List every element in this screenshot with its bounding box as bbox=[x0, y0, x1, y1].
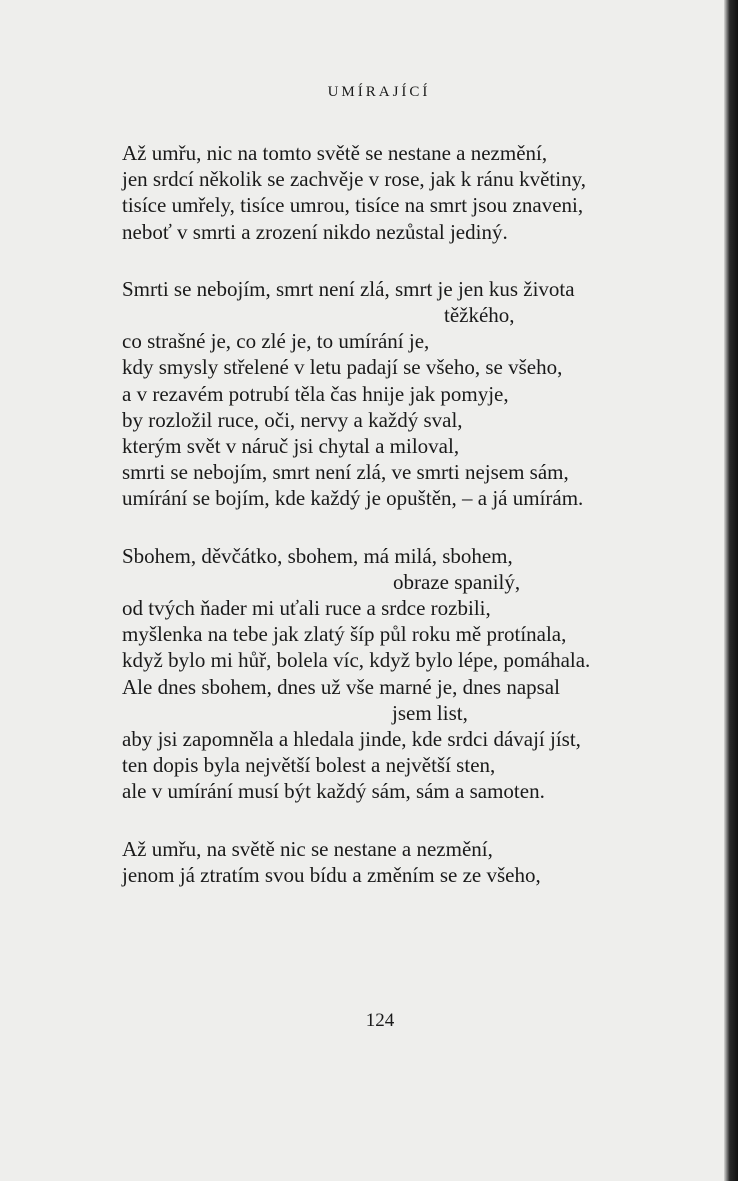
poem-line: a v rezavém potrubí těla čas hnije jak pomyje, bbox=[122, 381, 509, 406]
poem-line: aby jsi zapomněla a hledala jinde, kde srdci dávají jíst, bbox=[122, 727, 581, 752]
poem-line-continuation: těžkého, bbox=[444, 303, 515, 328]
page-number: 124 bbox=[365, 1010, 395, 1031]
poem-line: kdy smysly střelené v letu padají se všeho, se všeho, bbox=[122, 355, 563, 380]
poem-line: Až umřu, na světě nic se nestane a nezmění, bbox=[122, 836, 493, 861]
stanza-1 bbox=[122, 140, 682, 245]
poem-line-continuation: jsem list, bbox=[392, 700, 468, 725]
poem-line: od tvých ňader mi uťali ruce a srdce rozbili, bbox=[122, 596, 491, 621]
poem-line: umírání se bojím, kde každý je opuštěn, – a já umírám. bbox=[122, 486, 584, 511]
poem-line: když bylo mi hůř, bolela víc, když bylo lépe, pomáhala. bbox=[122, 648, 591, 673]
poem-line: myšlenka na tebe jak zlatý šíp půl roku mě protínala, bbox=[122, 622, 567, 647]
stanza-2 bbox=[122, 276, 682, 512]
poem-line: smrti se nebojím, smrt není zlá, ve smrti nejsem sám, bbox=[122, 460, 569, 485]
poem-line: Smrti se nebojím, smrt není zlá, smrt je jen kus života bbox=[122, 276, 575, 301]
poem-line: neboť v smrti a zrození nikdo nezůstal jediný. bbox=[122, 219, 508, 244]
poem-title: UMÍRAJÍCÍ bbox=[327, 84, 431, 100]
poem-line-continuation: obraze spanilý, bbox=[393, 569, 521, 594]
poem-line: tisíce umřely, tisíce umrou, tisíce na smrt jsou znaveni, bbox=[122, 193, 584, 218]
stanza-3 bbox=[122, 543, 682, 805]
poem-line: co strašné je, co zlé je, to umírání je, bbox=[122, 329, 430, 354]
poem-line: jenom já ztratím svou bídu a změním se ze všeho, bbox=[122, 862, 541, 887]
poem-line: ten dopis byla největší bolest a největší sten, bbox=[122, 753, 496, 778]
poem-line: ale v umírání musí být každý sám, sám a samoten. bbox=[122, 779, 545, 804]
stanza-4 bbox=[122, 836, 682, 888]
poem-line: jen srdcí několik se zachvěje v rose, jak k ránu květiny, bbox=[122, 167, 586, 192]
poem-line: Sbohem, děvčátko, sbohem, má milá, sbohem, bbox=[122, 543, 513, 568]
poem-line: Ale dnes sbohem, dnes už vše marné je, dnes napsal bbox=[122, 674, 560, 699]
book-binding-edge bbox=[724, 0, 738, 1181]
poem-line: by rozložil ruce, oči, nervy a každý sval, bbox=[122, 407, 463, 432]
poem-line: Až umřu, nic na tomto světě se nestane a nezmění, bbox=[122, 141, 548, 165]
poem-body bbox=[122, 140, 682, 919]
poem-line: kterým svět v náruč jsi chytal a miloval, bbox=[122, 434, 460, 459]
